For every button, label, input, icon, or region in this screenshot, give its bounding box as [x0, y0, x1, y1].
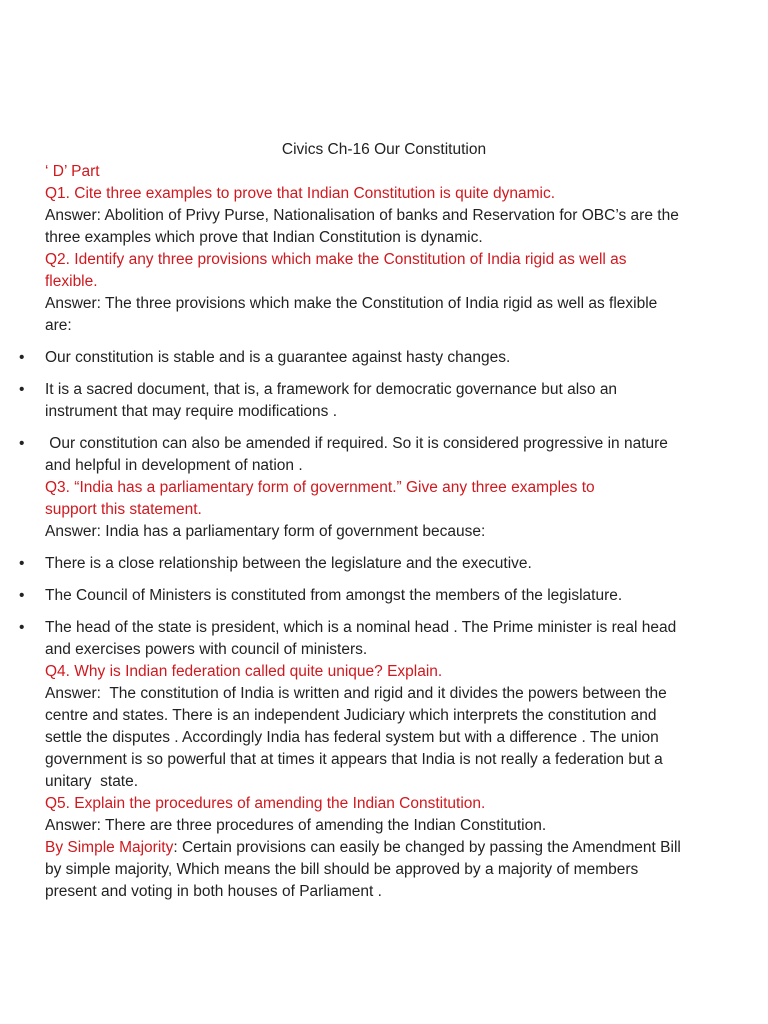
bullet-icon: •	[19, 349, 25, 366]
q2-bullet-line: Our constitution can also be amended if required. So it is considered progressive in nature	[45, 435, 668, 452]
q4-answer-line: centre and states. There is an independent Judiciary which interprets the constitution and	[45, 707, 657, 724]
document-body	[19, 161, 725, 903]
part-label: ‘ D’ Part	[45, 163, 100, 180]
q1-answer-line: three examples which prove that Indian Constitution is dynamic.	[45, 229, 483, 246]
q3-bullet-item	[19, 553, 725, 575]
q3-bullet-item	[19, 585, 725, 607]
bullet-icon: •	[19, 619, 25, 636]
q2-answer-line: are:	[45, 317, 72, 334]
bullet-icon: •	[19, 435, 25, 452]
simple-majority-line	[45, 837, 725, 859]
q2-bullet-item	[19, 379, 725, 423]
q4-answer-line: settle the disputes . Accordingly India has federal system but with a difference . The union	[45, 729, 659, 746]
q2-answer-line: Answer: The three provisions which make the Constitution of India rigid as well as flexible	[45, 295, 658, 312]
bullet-icon: •	[19, 381, 25, 398]
q2-bullet-item	[19, 347, 725, 369]
q3-bullet-line: The head of the state is president, which is a nominal head . The Prime minister is real head	[45, 619, 677, 636]
bullet-icon: •	[19, 587, 25, 604]
q3-bullet-line: There is a close relationship between the legislature and the executive.	[45, 555, 532, 572]
simple-majority-line: present and voting in both houses of Parliament .	[45, 883, 382, 900]
simple-majority-label: By Simple Majority	[45, 839, 174, 856]
q3-question-line: support this statement.	[45, 501, 202, 518]
q2-bullet-line: Our constitution is stable and is a guarantee against hasty changes.	[45, 349, 511, 366]
q4-answer-line: government is so powerful that at times it appears that India is not really a federation but a	[45, 751, 663, 768]
q4-answer-line: Answer: The constitution of India is written and rigid and it divides the powers between the	[45, 685, 667, 702]
q3-question-line: Q3. “India has a parliamentary form of government.” Give any three examples to	[45, 479, 595, 496]
q3-answer: Answer: India has a parliamentary form of government because:	[45, 523, 486, 540]
simple-majority-text: : Certain provisions can easily be changed by passing the Amendment Bill	[173, 839, 681, 856]
q5-answer: Answer: There are three procedures of amending the Indian Constitution.	[45, 817, 547, 834]
simple-majority-line: by simple majority, Which means the bill should be approved by a majority of members	[45, 861, 639, 878]
q2-bullet-line: instrument that may require modifications .	[45, 403, 338, 420]
q5-question: Q5. Explain the procedures of amending the Indian Constitution.	[45, 795, 486, 812]
q2-question-line: flexible.	[45, 273, 98, 290]
document-title: Civics Ch-16 Our Constitution	[281, 141, 487, 158]
q2-bullet-line: and helpful in development of nation .	[45, 457, 303, 474]
q4-question: Q4. Why is Indian federation called quite unique? Explain.	[45, 663, 443, 680]
q2-question-line: Q2. Identify any three provisions which make the Constitution of India rigid as well as	[45, 251, 627, 268]
q1-question: Q1. Cite three examples to prove that Indian Constitution is quite dynamic.	[45, 185, 556, 202]
bullet-icon: •	[19, 555, 25, 572]
q2-bullet-item	[19, 433, 725, 477]
q1-answer-line: Answer: Abolition of Privy Purse, Nationalisation of banks and Reservation for OBC’s are the	[45, 207, 679, 224]
q2-bullet-line: It is a sacred document, that is, a framework for democratic governance but also an	[45, 381, 618, 398]
q3-bullet-item	[19, 617, 725, 661]
q3-bullet-line: The Council of Ministers is constituted from amongst the members of the legislature.	[45, 587, 623, 604]
q3-bullet-line: and exercises powers with council of ministers.	[45, 641, 368, 658]
q4-answer-line: unitary state.	[45, 773, 139, 790]
